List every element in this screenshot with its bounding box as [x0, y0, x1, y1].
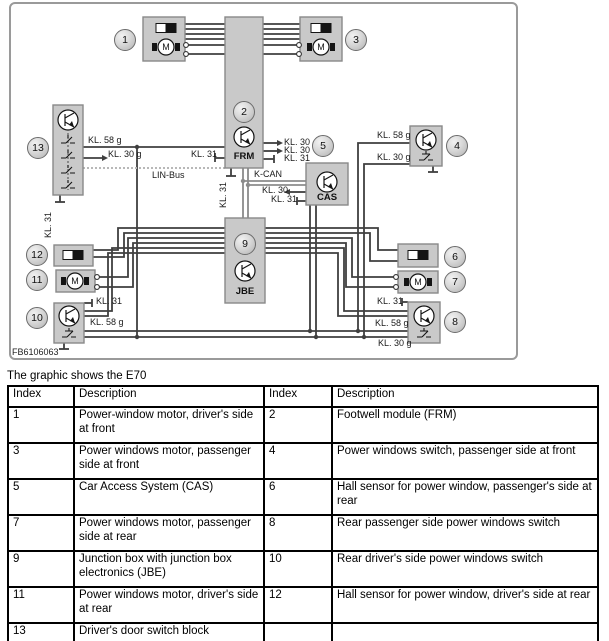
- legend-description-cell: Power-window motor, driver's side at front: [74, 407, 264, 443]
- legend-header-cell: Description: [74, 386, 264, 407]
- legend-description-cell: Power windows motor, passenger side at front: [74, 443, 264, 479]
- module-label-cas: CAS: [316, 192, 338, 203]
- legend-description-cell: Hall sensor for power window, passenger's side at rear: [332, 479, 598, 515]
- index-badge-4: 4: [446, 135, 468, 157]
- legend-table: [7, 385, 599, 641]
- terminal-label: KL. 30: [284, 137, 311, 147]
- index-badge-6: 6: [444, 246, 466, 268]
- svg-text:M: M: [317, 42, 325, 52]
- index-badge-8: 8: [444, 311, 466, 333]
- legend-index-cell: 10: [264, 551, 332, 587]
- caption: The graphic shows the E70: [7, 370, 147, 382]
- svg-text:M: M: [414, 277, 422, 287]
- terminal-label: KL. 58 g: [377, 130, 411, 140]
- legend-index-cell: 9: [8, 551, 74, 587]
- legend-index-cell: 2: [264, 407, 332, 443]
- terminal-label: KL. 30: [262, 185, 289, 195]
- terminal-label: KL. 58 g: [90, 317, 124, 327]
- legend-description-cell: Hall sensor for power window, driver's side at rear: [332, 587, 598, 623]
- index-badge-5: 5: [312, 135, 334, 157]
- figure-code: FB6106063: [12, 347, 59, 357]
- terminal-label: KL. 30 g: [377, 152, 411, 162]
- terminal-label: KL. 30: [284, 145, 311, 155]
- terminal-label: KL. 30 g: [378, 338, 412, 348]
- terminal-label: KL. 31: [43, 211, 53, 238]
- index-badge-11: 11: [26, 269, 48, 291]
- legend-description-cell: Rear passenger side power windows switch: [332, 515, 598, 551]
- legend-index-cell: 6: [264, 479, 332, 515]
- hall-sensor-icon: [317, 172, 337, 192]
- legend-description-cell: Car Access System (CAS): [74, 479, 264, 515]
- legend-header-row: [8, 386, 598, 407]
- hall-sensor-icon: [59, 306, 79, 326]
- legend-row: [8, 443, 598, 479]
- terminal-label: LIN-Bus: [152, 170, 185, 180]
- legend-index-cell: [264, 623, 332, 641]
- index-badge-12: 12: [26, 244, 48, 266]
- legend-description-cell: Power windows switch, passenger side at front: [332, 443, 598, 479]
- terminal-label: KL. 30 g: [108, 149, 142, 159]
- index-badge-9: 9: [234, 233, 256, 255]
- window-switch-icon: [156, 24, 176, 33]
- terminal-label: KL. 31: [191, 149, 218, 159]
- legend-description-cell: Rear driver's side power windows switch: [332, 551, 598, 587]
- legend-description-cell: Power windows motor, driver's side at rear: [74, 587, 264, 623]
- index-badge-1: 1: [114, 29, 136, 51]
- index-badge-10: 10: [26, 307, 48, 329]
- legend-header-cell: Description: [332, 386, 598, 407]
- index-badge-2: 2: [233, 101, 255, 123]
- legend-index-cell: 5: [8, 479, 74, 515]
- legend-index-cell: 1: [8, 407, 74, 443]
- index-badge-7: 7: [444, 271, 466, 293]
- legend-description-cell: [332, 623, 598, 641]
- legend-index-cell: 7: [8, 515, 74, 551]
- hall-sensor-icon: [416, 130, 436, 150]
- terminal-label: K-CAN: [254, 169, 283, 179]
- terminal-label: KL. 31: [284, 153, 311, 163]
- window-switch-icon: [408, 251, 428, 260]
- legend-row: [8, 623, 598, 641]
- index-badge-3: 3: [345, 29, 367, 51]
- legend-index-cell: 13: [8, 623, 74, 641]
- legend-header-cell: Index: [8, 386, 74, 407]
- hall-sensor-icon: [234, 127, 254, 147]
- legend-row: [8, 515, 598, 551]
- legend-description-cell: Driver's door switch block: [74, 623, 264, 641]
- legend-row: [8, 479, 598, 515]
- terminal-label: KL. 31: [96, 296, 123, 306]
- legend-header-cell: Index: [264, 386, 332, 407]
- legend-index-cell: 8: [264, 515, 332, 551]
- legend-description-cell: Footwell module (FRM): [332, 407, 598, 443]
- module-label-frm: FRM: [233, 151, 255, 162]
- legend-row: [8, 551, 598, 587]
- terminal-label: KL. 31: [218, 181, 228, 208]
- terminal-label: KL. 31: [377, 296, 404, 306]
- legend-row: [8, 407, 598, 443]
- svg-text:M: M: [71, 276, 79, 286]
- module-label-jbe: JBE: [235, 286, 255, 297]
- hall-sensor-icon: [58, 110, 78, 130]
- terminal-label: KL. 58 g: [375, 318, 409, 328]
- hall-sensor-icon: [414, 306, 434, 326]
- legend-index-cell: 11: [8, 587, 74, 623]
- index-badge-13: 13: [27, 137, 49, 159]
- legend-index-cell: 3: [8, 443, 74, 479]
- legend-index-cell: 4: [264, 443, 332, 479]
- legend-description-cell: Power windows motor, passenger side at rear: [74, 515, 264, 551]
- legend-description-cell: Junction box with junction box electronics (JBE): [74, 551, 264, 587]
- hall-sensor-icon: [235, 261, 255, 281]
- window-switch-icon: [63, 251, 83, 260]
- legend-index-cell: 12: [264, 587, 332, 623]
- window-switch-icon: [311, 24, 331, 33]
- legend-row: [8, 587, 598, 623]
- terminal-label: KL. 58 g: [88, 135, 122, 145]
- svg-text:M: M: [162, 42, 170, 52]
- terminal-label: KL. 31: [271, 194, 298, 204]
